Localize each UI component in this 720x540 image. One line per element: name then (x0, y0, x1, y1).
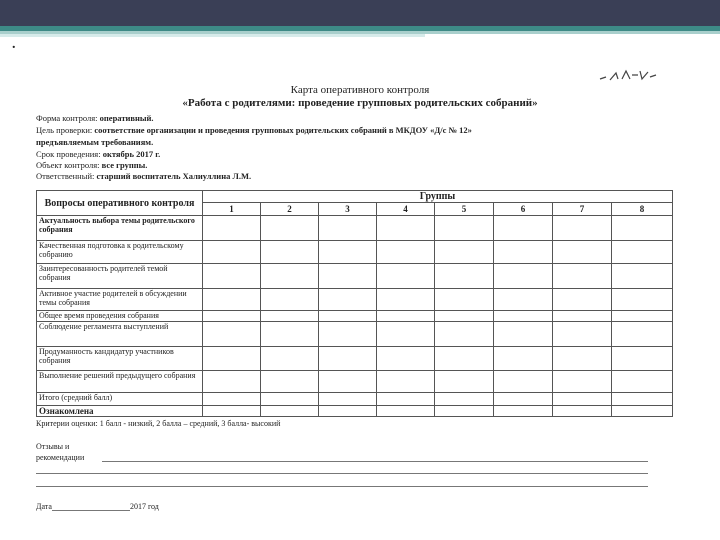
score-cell (435, 288, 494, 311)
score-cell (377, 346, 435, 371)
group-number: 1 (203, 203, 261, 216)
reviews-label (36, 441, 84, 463)
row-label: Заинтересованность родителей темой собрания (37, 263, 203, 288)
score-cell (435, 216, 494, 241)
score-cell (494, 263, 553, 288)
reviews-label-line1: Отзывы и (36, 442, 70, 451)
score-cell (319, 311, 377, 321)
score-cell (203, 263, 261, 288)
score-cell (435, 393, 494, 405)
signature-cell (435, 405, 494, 416)
header-groups: Группы (203, 191, 673, 203)
reviews-line (36, 486, 648, 487)
date-blank (52, 502, 130, 511)
row-label: Соблюдение регламента выступлений (37, 321, 203, 346)
score-cell (261, 288, 319, 311)
score-cell (203, 321, 261, 346)
document-subtitle: «Работа с родителями: проведение групповых родительских собраний» (182, 97, 538, 109)
score-cell (377, 263, 435, 288)
score-cell (612, 263, 673, 288)
score-cell (612, 288, 673, 311)
score-cell (319, 240, 377, 263)
score-cell (553, 371, 612, 393)
score-cell (319, 263, 377, 288)
score-cell (261, 311, 319, 321)
score-cell (261, 321, 319, 346)
signature-cell (203, 405, 261, 416)
row-label: Актуальность выбора темы родительского собрания (37, 216, 203, 241)
table-row (37, 240, 673, 263)
score-cell (203, 288, 261, 311)
score-cell (553, 311, 612, 321)
table-row (37, 263, 673, 288)
document-title: Карта оперативного контроля (290, 84, 430, 96)
score-cell (435, 321, 494, 346)
group-number: 3 (319, 203, 377, 216)
signature-cell (612, 405, 673, 416)
row-label: Выполнение решений предыдущего собрания (37, 371, 203, 393)
score-cell (494, 321, 553, 346)
criteria-text: Критерии оценки: 1 балл - низкий, 2 балла – средний, 3 балла- высокий (36, 419, 281, 428)
group-number: 8 (612, 203, 673, 216)
table-row (37, 393, 673, 405)
signature-cell (319, 405, 377, 416)
table-row (37, 346, 673, 371)
score-cell (203, 371, 261, 393)
slide-mark: . (12, 37, 16, 52)
score-cell (261, 240, 319, 263)
signature-cell (377, 405, 435, 416)
acknowledged-label: Ознакомлена (37, 405, 203, 416)
group-number: 2 (261, 203, 319, 216)
date-label: Дата (36, 502, 52, 511)
score-cell (377, 371, 435, 393)
score-cell (494, 393, 553, 405)
slide-top-bar (0, 0, 720, 26)
meta-form: Форма контроля: оперативный. (36, 113, 154, 123)
table-row (37, 321, 673, 346)
table-row (37, 405, 673, 416)
date-year: 2017 год (129, 502, 159, 511)
score-cell (435, 263, 494, 288)
score-cell (494, 288, 553, 311)
score-cell (494, 311, 553, 321)
score-cell (319, 216, 377, 241)
score-cell (261, 393, 319, 405)
score-cell (377, 321, 435, 346)
group-number: 7 (553, 203, 612, 216)
score-cell (377, 216, 435, 241)
score-cell (553, 346, 612, 371)
score-cell (261, 216, 319, 241)
score-cell (377, 311, 435, 321)
date-line (36, 502, 159, 511)
score-cell (261, 346, 319, 371)
table-row (37, 311, 673, 321)
signature-cell (494, 405, 553, 416)
meta-responsible: Ответственный: старший воспитатель Халиуллина Л.М. (36, 171, 252, 181)
score-cell (612, 371, 673, 393)
score-cell (612, 321, 673, 346)
signature-cell (261, 405, 319, 416)
score-cell (435, 371, 494, 393)
score-cell (203, 346, 261, 371)
table-row (37, 371, 673, 393)
control-table (36, 190, 673, 417)
score-cell (203, 240, 261, 263)
score-cell (319, 346, 377, 371)
meta-period: Срок проведения: октябрь 2017 г. (36, 149, 161, 159)
header-questions: Вопросы оперативного контроля (37, 191, 203, 216)
score-cell (553, 240, 612, 263)
score-cell (494, 371, 553, 393)
slide-accent-fade (0, 34, 425, 37)
signature-cell (553, 405, 612, 416)
reviews-line (36, 473, 648, 474)
score-cell (612, 240, 673, 263)
table-row (37, 288, 673, 311)
score-cell (203, 311, 261, 321)
row-label: Общее время проведения собрания (37, 311, 203, 321)
score-cell (319, 371, 377, 393)
score-cell (612, 346, 673, 371)
table-row (37, 216, 673, 241)
score-cell (612, 311, 673, 321)
score-cell (553, 263, 612, 288)
score-cell (612, 216, 673, 241)
score-cell (612, 393, 673, 405)
reviews-label-line2: рекомендации (36, 453, 85, 462)
score-cell (553, 288, 612, 311)
score-cell (553, 393, 612, 405)
score-cell (435, 240, 494, 263)
score-cell (203, 216, 261, 241)
score-cell (494, 240, 553, 263)
meta-goal-continued: предъявляемым требованиям. (36, 137, 154, 147)
reviews-line (102, 461, 648, 462)
score-cell (261, 263, 319, 288)
score-cell (377, 240, 435, 263)
group-number: 4 (377, 203, 435, 216)
group-number: 6 (494, 203, 553, 216)
table-body (37, 216, 673, 417)
score-cell (377, 393, 435, 405)
score-cell (203, 393, 261, 405)
row-label: Качественная подготовка к родительскому собранию (37, 240, 203, 263)
score-cell (435, 311, 494, 321)
meta-goal: Цель проверки: соответствие организации и проведения групповых родительских собраний в МКДОУ «Д/с № 12» (36, 125, 472, 135)
row-label: Продуманность кандидатур участников собрания (37, 346, 203, 371)
score-cell (377, 288, 435, 311)
score-cell (435, 346, 494, 371)
score-cell (494, 216, 553, 241)
handwritten-mark-icon (598, 67, 658, 85)
group-number: 5 (435, 203, 494, 216)
meta-object: Объект контроля: все группы. (36, 160, 148, 170)
score-cell (494, 346, 553, 371)
score-cell (319, 393, 377, 405)
score-cell (261, 371, 319, 393)
score-cell (319, 321, 377, 346)
row-label: Активное участие родителей в обсуждении темы собрания (37, 288, 203, 311)
score-cell (319, 288, 377, 311)
score-cell (553, 321, 612, 346)
row-label: Итого (средний балл) (37, 393, 203, 405)
score-cell (553, 216, 612, 241)
